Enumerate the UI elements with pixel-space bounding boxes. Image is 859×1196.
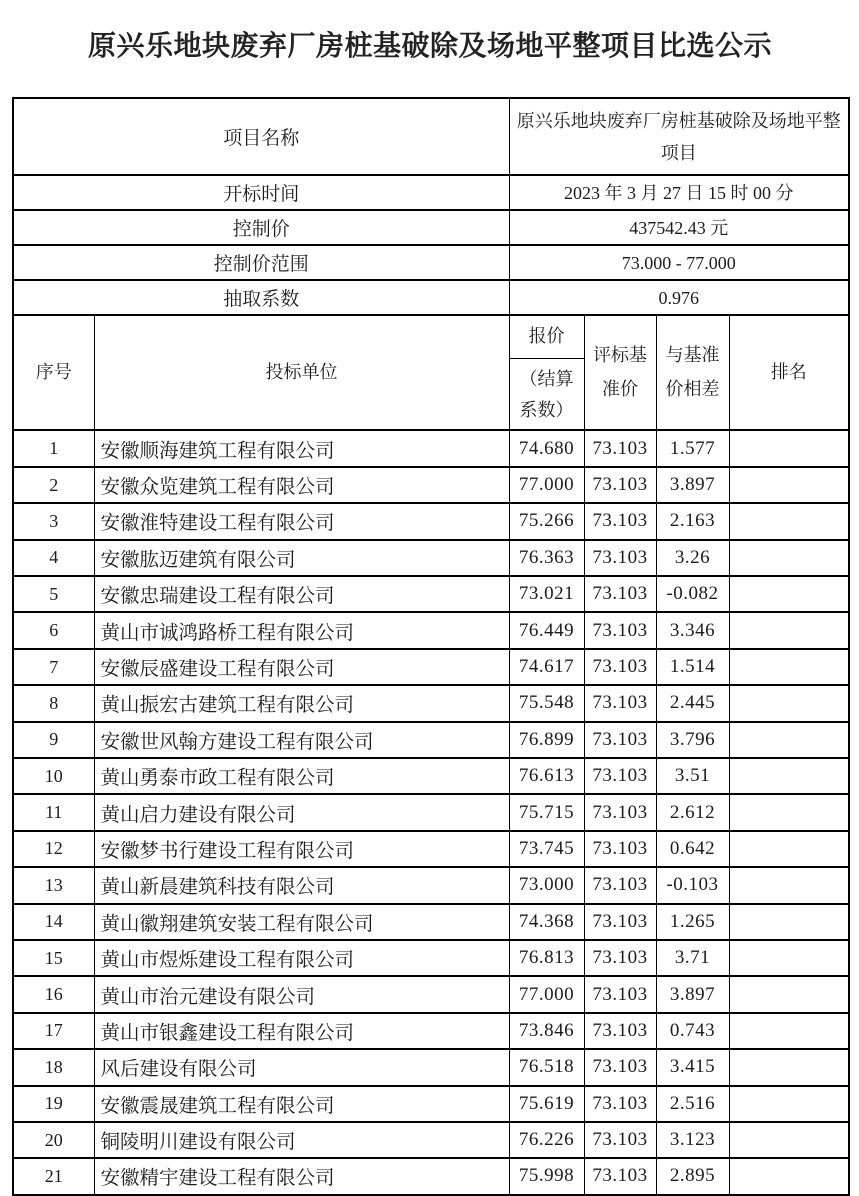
info-label: 项目名称 [13,98,509,175]
seq-cell: 18 [13,1049,94,1085]
bidder-cell: 安徽精宇建设工程有限公司 [94,1158,509,1194]
bidder-cell: 风后建设有限公司 [94,1049,509,1085]
seq-cell: 15 [13,940,94,976]
bidder-cell: 黄山市诚鸿路桥工程有限公司 [94,612,509,648]
rank-cell [729,867,849,903]
seq-cell: 10 [13,758,94,794]
seq-cell: 19 [13,1086,94,1122]
base-price-cell: 73.103 [584,722,656,758]
diff-cell: 3.346 [656,612,729,648]
bidder-cell: 安徽淮特建设工程有限公司 [94,503,509,539]
seq-cell: 3 [13,503,94,539]
table-row [13,1013,849,1049]
seq-cell: 5 [13,576,94,612]
bidder-cell: 安徽辰盛建设工程有限公司 [94,649,509,685]
table-row [13,576,849,612]
diff-cell: 3.51 [656,758,729,794]
price-cell: 74.680 [509,430,584,466]
diff-cell: 2.445 [656,685,729,721]
seq-cell: 13 [13,867,94,903]
base-price-cell: 73.103 [584,976,656,1012]
table-row [13,430,849,466]
seq-cell: 7 [13,649,94,685]
diff-cell: 2.163 [656,503,729,539]
diff-cell: 2.895 [656,1158,729,1194]
base-price-cell: 73.103 [584,794,656,830]
table-header-row [13,315,849,430]
bidder-cell: 黄山勇泰市政工程有限公司 [94,758,509,794]
diff-cell: -0.082 [656,576,729,612]
rank-cell [729,503,849,539]
price-cell: 74.617 [509,649,584,685]
header-rank: 排名 [729,315,849,430]
price-cell: 77.000 [509,976,584,1012]
table-row [13,685,849,721]
price-cell: 76.226 [509,1122,584,1158]
seq-cell: 16 [13,976,94,1012]
rank-cell [729,1013,849,1049]
seq-cell: 11 [13,794,94,830]
table-row [13,649,849,685]
bidder-cell: 黄山市煜烁建设工程有限公司 [94,940,509,976]
seq-cell: 1 [13,430,94,466]
bidder-cell: 黄山新晨建筑科技有限公司 [94,867,509,903]
bidder-cell: 黄山振宏古建筑工程有限公司 [94,685,509,721]
header-seq: 序号 [13,315,94,430]
base-price-cell: 73.103 [584,612,656,648]
price-cell: 73.000 [509,867,584,903]
header-bidder: 投标单位 [94,315,509,430]
price-cell: 76.363 [509,540,584,576]
info-label: 开标时间 [13,175,509,210]
rank-cell [729,1086,849,1122]
rank-cell [729,1122,849,1158]
price-cell: 73.745 [509,831,584,867]
seq-cell: 17 [13,1013,94,1049]
seq-cell: 14 [13,904,94,940]
seq-cell: 2 [13,467,94,503]
rank-cell [729,1049,849,1085]
price-cell: 73.846 [509,1013,584,1049]
rank-cell [729,612,849,648]
seq-cell: 20 [13,1122,94,1158]
diff-cell: 1.577 [656,430,729,466]
price-cell: 76.518 [509,1049,584,1085]
diff-cell: 2.516 [656,1086,729,1122]
rank-cell [729,576,849,612]
price-cell: 77.000 [509,467,584,503]
table-row [13,1086,849,1122]
rank-cell [729,976,849,1012]
info-label: 控制价范围 [13,245,509,280]
rank-cell [729,685,849,721]
bidder-cell: 黄山市银鑫建设工程有限公司 [94,1013,509,1049]
rank-cell [729,540,849,576]
bidder-cell: 安徽肱迈建筑有限公司 [94,540,509,576]
seq-cell: 6 [13,612,94,648]
bidder-cell: 安徽顺海建筑工程有限公司 [94,430,509,466]
bidder-cell: 安徽世风翰方建设工程有限公司 [94,722,509,758]
rank-cell [729,649,849,685]
bidder-cell: 安徽梦书行建设工程有限公司 [94,831,509,867]
seq-cell: 8 [13,685,94,721]
diff-cell: -0.103 [656,867,729,903]
rank-cell [729,722,849,758]
diff-cell: 1.514 [656,649,729,685]
price-cell: 76.813 [509,940,584,976]
project-info-section [13,98,849,315]
bidder-cell: 黄山启力建设有限公司 [94,794,509,830]
base-price-cell: 73.103 [584,685,656,721]
base-price-cell: 73.103 [584,1122,656,1158]
table-row [13,1049,849,1085]
table-row [13,503,849,539]
diff-cell: 3.71 [656,940,729,976]
info-label: 抽取系数 [13,280,509,315]
price-cell: 75.998 [509,1158,584,1194]
info-row [13,280,849,315]
base-price-cell: 73.103 [584,831,656,867]
diff-cell: 3.415 [656,1049,729,1085]
table-row [13,940,849,976]
bidder-cell: 安徽震晟建筑工程有限公司 [94,1086,509,1122]
base-price-cell: 73.103 [584,503,656,539]
info-row [13,98,849,175]
bid-rows-section [13,430,849,1194]
base-price-cell: 73.103 [584,576,656,612]
rank-cell [729,940,849,976]
rank-cell [729,430,849,466]
rank-cell [729,758,849,794]
header-price-label: 报价 [510,316,584,359]
table-row [13,794,849,830]
base-price-cell: 73.103 [584,467,656,503]
seq-cell: 12 [13,831,94,867]
page-title: 原兴乐地块废弃厂房桩基破除及场地平整项目比选公示 [87,31,772,62]
info-row [13,175,849,210]
price-cell: 76.613 [509,758,584,794]
rank-cell [729,794,849,830]
base-price-cell: 73.103 [584,904,656,940]
base-price-cell: 73.103 [584,540,656,576]
seq-cell: 21 [13,1158,94,1194]
diff-cell: 0.642 [656,831,729,867]
table-header-section [13,315,849,430]
rank-cell [729,831,849,867]
base-price-cell: 73.103 [584,649,656,685]
info-value: 原兴乐地块废弃厂房桩基破除及场地平整项目 [509,98,849,175]
info-label: 控制价 [13,210,509,245]
base-price-cell: 73.103 [584,867,656,903]
base-price-cell: 73.103 [584,1086,656,1122]
info-row [13,245,849,280]
price-cell: 75.619 [509,1086,584,1122]
rank-cell [729,904,849,940]
header-price-sub-label: （结算系数） [519,369,574,420]
table-row [13,1122,849,1158]
table-row [13,612,849,648]
seq-cell: 9 [13,722,94,758]
info-row [13,210,849,245]
table-row [13,976,849,1012]
price-cell: 75.266 [509,503,584,539]
base-price-cell: 73.103 [584,430,656,466]
bidder-cell: 黄山徽翔建筑安装工程有限公司 [94,904,509,940]
bidder-cell: 铜陵明川建设有限公司 [94,1122,509,1158]
diff-cell: 3.26 [656,540,729,576]
price-cell: 74.368 [509,904,584,940]
bidder-cell: 安徽忠瑞建设工程有限公司 [94,576,509,612]
header-base-price: 评标基准价 [584,315,656,430]
info-value: 73.000 - 77.000 [509,245,849,280]
price-cell: 76.899 [509,722,584,758]
diff-cell: 3.897 [656,976,729,1012]
table-row [13,467,849,503]
base-price-cell: 73.103 [584,758,656,794]
info-value: 2023 年 3 月 27 日 15 时 00 分 [509,175,849,210]
base-price-cell: 73.103 [584,1049,656,1085]
header-diff: 与基准价相差 [656,315,729,430]
diff-cell: 3.897 [656,467,729,503]
table-row [13,758,849,794]
base-price-cell: 73.103 [584,1013,656,1049]
table-row [13,867,849,903]
price-cell: 73.021 [509,576,584,612]
diff-cell: 0.743 [656,1013,729,1049]
table-row [13,831,849,867]
diff-cell: 3.123 [656,1122,729,1158]
price-cell: 75.715 [509,794,584,830]
bidder-cell: 安徽众览建筑工程有限公司 [94,467,509,503]
table-row [13,904,849,940]
base-price-cell: 73.103 [584,940,656,976]
diff-cell: 1.265 [656,904,729,940]
table-row [13,540,849,576]
table-row [13,722,849,758]
rank-cell [729,1158,849,1194]
price-cell: 76.449 [509,612,584,648]
diff-cell: 3.796 [656,722,729,758]
bid-comparison-table [12,97,850,1196]
seq-cell: 4 [13,540,94,576]
diff-cell: 2.612 [656,794,729,830]
base-price-cell: 73.103 [584,1158,656,1194]
header-price [509,315,584,430]
bidder-cell: 黄山市治元建设有限公司 [94,976,509,1012]
rank-cell [729,467,849,503]
price-cell: 75.548 [509,685,584,721]
info-value: 0.976 [509,280,849,315]
table-row [13,1158,849,1194]
info-value: 437542.43 元 [509,210,849,245]
